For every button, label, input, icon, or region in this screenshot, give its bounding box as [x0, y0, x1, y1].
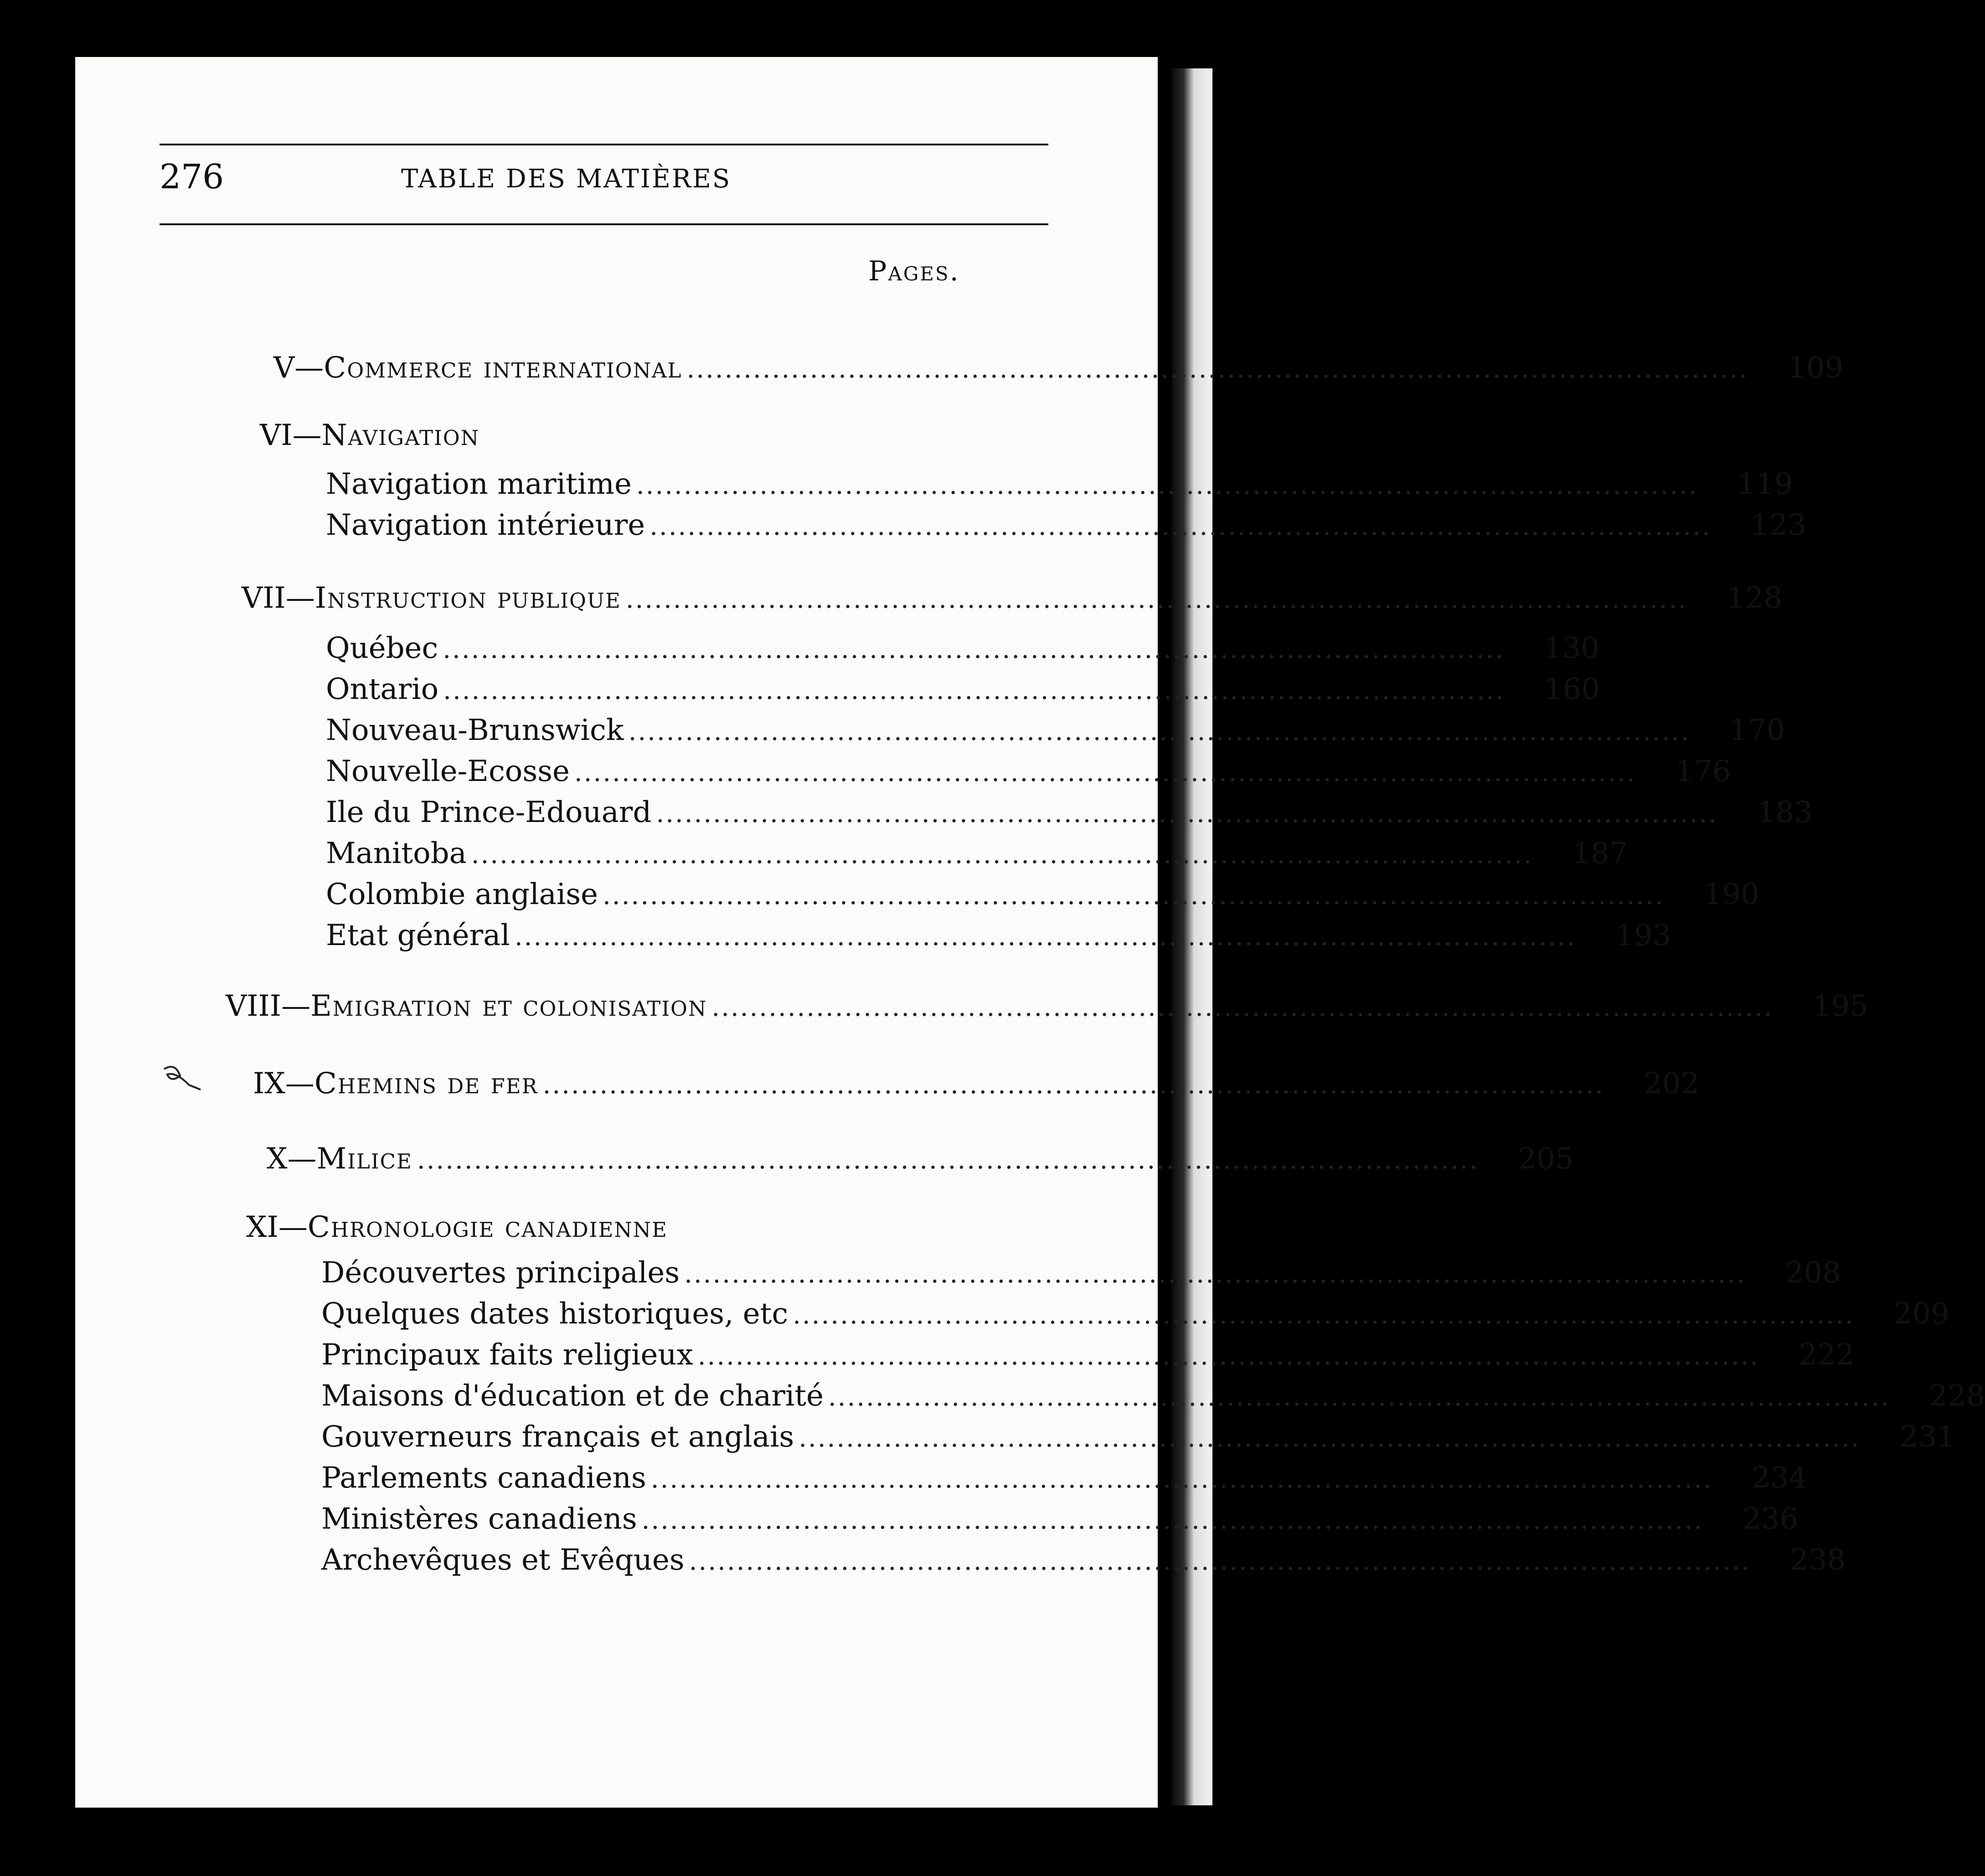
page-ref: 234	[1752, 1461, 1808, 1495]
section-title: Commerce international	[324, 351, 682, 385]
section-title: Navigation	[321, 419, 480, 452]
section-title: Chemins de fer	[314, 1067, 538, 1101]
toc-entry	[321, 1379, 1985, 1416]
page-ref: 205	[1518, 1142, 1574, 1176]
page-ref: 187	[1572, 837, 1628, 870]
toc-entry	[321, 1502, 1799, 1539]
page-ref: 128	[1727, 581, 1783, 615]
toc-entry	[326, 672, 1600, 709]
entry-title: Québec	[326, 631, 438, 665]
entry-title: Quelques dates historiques, etc	[321, 1297, 789, 1331]
toc-entry	[321, 1461, 1808, 1498]
page-ref: 170	[1729, 713, 1785, 747]
page-ref: 193	[1615, 919, 1671, 952]
entry-title: Colombie anglaise	[326, 878, 598, 911]
entry-title: Ministères canadiens	[321, 1502, 637, 1536]
handwritten-mark	[162, 1065, 203, 1092]
dot-leader: ................................................................................................................	[471, 840, 1533, 869]
entry-title: Etat général	[326, 919, 510, 952]
page-ref: 160	[1544, 672, 1600, 706]
section-number: V—	[273, 351, 324, 385]
toc-entry	[321, 1420, 1955, 1457]
page-ref: 130	[1543, 631, 1599, 665]
dot-leader: ................................................................................................................	[603, 881, 1665, 910]
toc-entry	[326, 713, 1785, 750]
page-ref: 231	[1899, 1420, 1955, 1454]
entry-title: Parlements canadiens	[321, 1461, 646, 1495]
toc-entry	[326, 755, 1731, 791]
toc-entry	[326, 508, 1806, 545]
page-ref: 202	[1644, 1067, 1700, 1101]
entry-title: Ile du Prince-Edouard	[326, 796, 652, 829]
header-rule-top	[160, 144, 1048, 145]
dot-leader: ................................................................................................................	[641, 1505, 1704, 1535]
toc-entry	[321, 1297, 1949, 1333]
dot-leader: ................................................................................................................	[684, 1259, 1746, 1289]
entry-title: Maisons d'éducation et de charité	[321, 1379, 824, 1413]
entry-title: Découvertes principales	[321, 1256, 680, 1290]
toc-entry	[226, 989, 1868, 1026]
dot-leader: ................................................................................................................	[625, 584, 1688, 614]
section-number: IX—	[253, 1067, 315, 1101]
page-ref: 119	[1737, 467, 1793, 501]
dot-leader: ................................................................................................................	[514, 922, 1577, 951]
page-ref: 176	[1675, 755, 1731, 788]
dot-leader: ................................................................................................................	[443, 676, 1505, 705]
dot-leader: ................................................................................................................	[443, 635, 1505, 664]
dot-leader: ................................................................................................................	[799, 1423, 1861, 1453]
page-ref: 238	[1790, 1543, 1846, 1577]
dot-leader: ................................................................................................................	[656, 799, 1718, 828]
toc-entry	[326, 467, 1793, 504]
toc-entry	[260, 419, 1012, 455]
toc-entry	[326, 919, 1671, 955]
toc-entry	[273, 351, 1844, 388]
page-ref: 109	[1787, 351, 1844, 385]
page-ref: 236	[1743, 1502, 1799, 1536]
entry-title: Gouverneurs français et anglais	[321, 1420, 794, 1454]
dot-leader: ................................................................................................................	[650, 1464, 1713, 1494]
dot-leader: ................................................................................................................	[628, 717, 1691, 746]
entry-title: Nouveau-Brunswick	[326, 713, 624, 747]
page-ref: 190	[1703, 878, 1759, 911]
toc-entry	[326, 631, 1599, 668]
dot-leader: ................................................................................................................	[542, 1070, 1605, 1100]
entry-title: Principaux faits religieux	[321, 1338, 693, 1372]
section-number: X—	[267, 1142, 317, 1176]
section-title: Emigration et colonisation	[310, 989, 707, 1023]
entry-title: Ontario	[326, 672, 439, 706]
section-number: VI—	[260, 419, 322, 452]
dot-leader: ................................................................................................................	[636, 470, 1698, 500]
section-title: Milice	[316, 1142, 412, 1176]
dot-leader: ................................................................................................................	[574, 758, 1636, 787]
section-title: Chronologie canadienne	[307, 1210, 668, 1244]
header-rule-bottom	[160, 223, 1048, 225]
toc-entry	[321, 1338, 1855, 1375]
running-title: TABLE DES MATIÈRES	[401, 164, 732, 194]
page-ref: 228	[1929, 1379, 1985, 1413]
toc-entry	[321, 1256, 1841, 1292]
toc-entry	[267, 1142, 1574, 1178]
page-number: 276	[160, 157, 224, 196]
pages-column-label: Pages.	[868, 255, 960, 287]
page-ref: 123	[1750, 508, 1806, 542]
toc-entry	[326, 796, 1813, 832]
section-number: XI—	[246, 1210, 308, 1244]
entry-title: Navigation maritime	[326, 467, 632, 501]
toc-entry	[326, 878, 1759, 914]
dot-leader: ................................................................................................................	[689, 1546, 1751, 1576]
entry-title: Manitoba	[326, 837, 467, 870]
toc-entry	[326, 837, 1628, 873]
toc-entry	[242, 581, 1783, 618]
dot-leader: ................................................................................................................	[686, 354, 1749, 384]
dot-leader: ................................................................................................................	[793, 1300, 1855, 1330]
page-ref: 222	[1799, 1338, 1855, 1372]
page-ref: 183	[1757, 796, 1813, 829]
section-title: Instruction publique	[315, 581, 621, 615]
toc-entry	[253, 1067, 1700, 1103]
entry-title: Nouvelle-Ecosse	[326, 755, 570, 788]
dot-leader: ................................................................................................................	[828, 1382, 1890, 1412]
page-ref: 208	[1785, 1256, 1841, 1290]
dot-leader: ................................................................................................................	[650, 512, 1712, 541]
entry-title: Navigation intérieure	[326, 508, 645, 542]
dot-leader: ................................................................................................................	[712, 992, 1774, 1022]
dot-leader: ................................................................................................................	[697, 1341, 1760, 1371]
section-number: VIII—	[226, 989, 311, 1023]
section-number: VII—	[242, 581, 315, 615]
page-ref: 195	[1812, 989, 1868, 1023]
toc-entry	[246, 1210, 1012, 1247]
toc-entry	[321, 1543, 1846, 1580]
dot-leader: ................................................................................................................	[417, 1145, 1479, 1175]
entry-title: Archevêques et Evêques	[321, 1543, 685, 1577]
page-ref: 209	[1893, 1297, 1949, 1331]
